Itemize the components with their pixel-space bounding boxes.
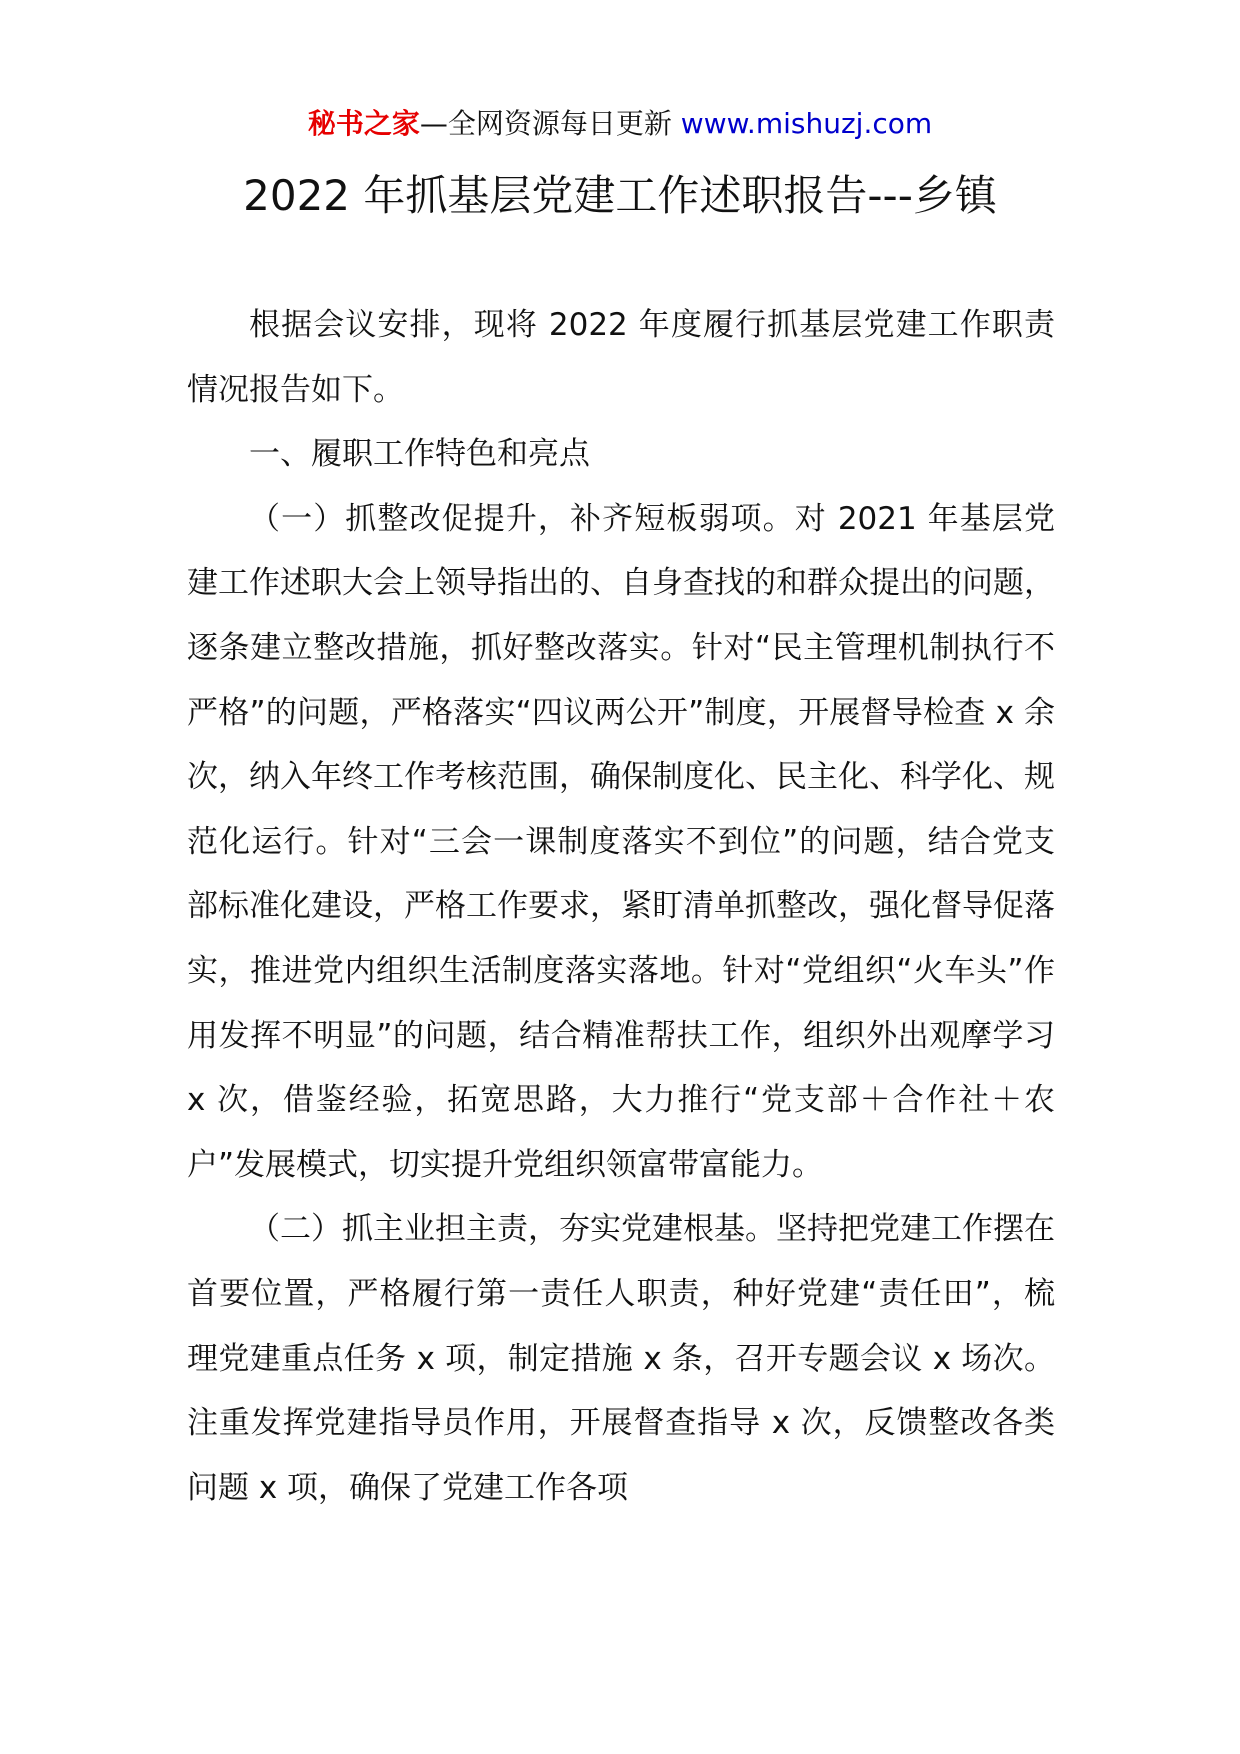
site-tagline: —全网资源每日更新 <box>419 107 672 140</box>
site-banner <box>0 104 1240 144</box>
section-heading: 一、履职工作特色和亮点 <box>249 436 590 473</box>
site-url-link[interactable]: www.mishuzj.com <box>680 107 933 140</box>
document-body <box>187 293 1055 1520</box>
intro-paragraph: 根据会议安排，现将 2022 年度履行抓基层党建工作职责情况报告如下。 <box>187 307 1055 408</box>
body-paragraph-2: （二）抓主业担主责，夯实党建根基。坚持把党建工作摆在首要位置，严格履行第一责任人职责，种好党建“责任田”，梳理党建重点任务 x 项，制定措施 x 条，召开专题会议 x 场次。注重发挥党建指导员作用，开展督查指导 x 次，反馈整改各类问题 x 项，确保了党建工作各项 <box>187 1211 1055 1506</box>
site-brand: 秘书之家 <box>307 107 420 140</box>
body-paragraph-1: （一）抓整改促提升，补齐短板弱项。对 2021 年基层党建工作述职大会上领导指出的、自身查找的和群众提出的问题，逐条建立整改措施，抓好整改落实。针对“民主管理机制执行不严格”的问题，严格落实“四议两公开”制度，开展督导检查 x 余次，纳入年终工作考核范围，确保制度化、民主化、科学化、规范化运行。针对“三会一课制度落实不到位”的问题，结合党支部标准化建设，严格工作要求，紧盯清单抓整改，强化督导促落实，推进党内组织生活制度落实落地。针对“党组织“火车头”作用发挥不明显”的问题，结合精准帮扶工作，组织外出观摩学习 x 次，借鉴经验，拓宽思路，大力推行“党支部＋合作社＋农户”发展模式，切实提升党组织领富带富能力。 <box>187 500 1055 1183</box>
document-title: 2022 年抓基层党建工作述职报告---乡镇 <box>243 171 997 220</box>
